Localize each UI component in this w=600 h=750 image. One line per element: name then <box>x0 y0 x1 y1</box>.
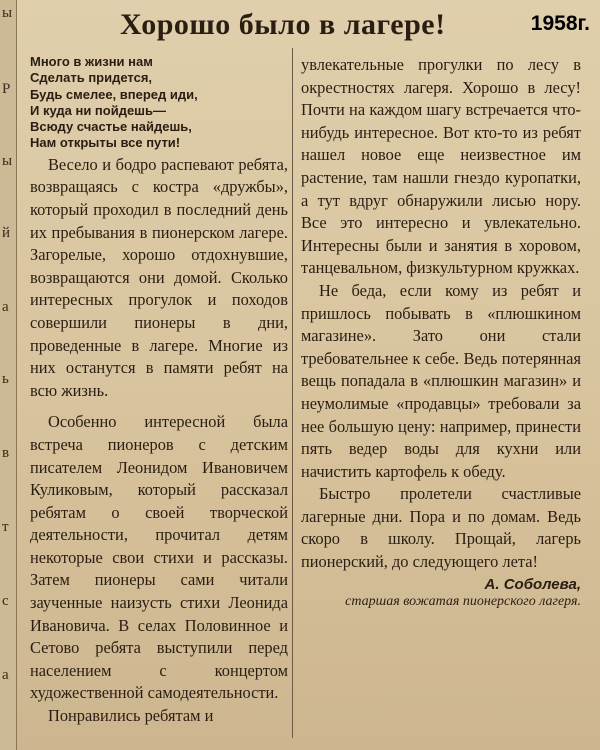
author-position: старшая вожатая пионерского лагеря. <box>345 593 581 609</box>
margin-letter: а <box>2 667 9 683</box>
poem-line: Нам открыты все пути! <box>30 135 181 151</box>
margin-letter: Р <box>2 81 11 97</box>
column-divider <box>292 48 293 738</box>
article-paragraph: увлекательные прогулки по лесу в окрестностях лагеря. Хорошо в лесу! Почти на каждом шагу встречается что-нибудь интересное. Вот кто-то из ребят нашел новое еще неизвестное им растение, там нашли гнездо куропатки, а тут вдруг обнаружили лисью нору. Все это интересно и увлекательно. Интересны были и занятия в хоровом, танцевальном, физкультурном кружках. <box>301 55 581 278</box>
year-annotation: 1958г. <box>530 12 590 35</box>
margin-letter: ы <box>2 5 13 21</box>
article-headline: Хорошо было в лагере! <box>120 8 446 41</box>
poem-line: Много в жизни нам <box>30 54 153 69</box>
article-paragraph: Понравились ребятам и <box>48 706 214 726</box>
right-column <box>301 54 581 610</box>
left-column <box>30 54 288 728</box>
margin-letter: ы <box>2 153 13 169</box>
margin-letter: с <box>2 593 9 609</box>
poem-line: Сделать придется, <box>30 70 153 86</box>
author-signature: А. Соболева, <box>484 575 581 593</box>
margin-letter: ь <box>2 371 9 387</box>
margin-letter: й <box>2 225 11 241</box>
article-paragraph: Особенно интересной была встреча пионеров с детским писателем Леонидом Ивановичем Куликовым, который рассказал ребятам о своей творческой деятельности, прочитал детям некоторые свои стихи и рассказы. Затем пионеры сами читали заученные наизусть стихи Леонида Ивановича. В селах Половинное и Сетово ребята выступили перед населением с концертом художественной самодеятельности. <box>30 412 288 703</box>
left-margin-strip <box>0 0 17 750</box>
article-paragraph: Весело и бодро распевают ребята, возвращаясь с костра «дружбы», который проходил в последний день их пребывания в пионерском лагере. Загорелые, хорошо отдохнувшие, возвращаются они домой. Сколько интересных прогулок и походов совершили пионеры в дни, проведенные в лагере. Многие из них останутся в памяти ребят на всю жизнь. <box>30 154 288 400</box>
article-paragraph: Быстро пролетели счастливые лагерные дни. Пора и по домам. Ведь скоро в школу. Прощай, лагерь пионерский, до следующего лета! <box>301 484 581 572</box>
margin-letter: т <box>2 519 9 535</box>
margin-letter: в <box>2 445 10 461</box>
poem-line: Будь смелее, вперед иди, <box>30 86 198 102</box>
article-paragraph: Не беда, если кому из ребят и пришлось побывать в «плюшкином магазине». Зато они стали требовательнее к себе. Ведь потерянная вещь попадала в «плюшкин магазин» и неумолимые «продавцы» требовали за нее большую цену: например, принести пять ведер воды для кухни или начистить картофель к обеду. <box>301 280 581 481</box>
margin-letter: а <box>2 299 9 315</box>
poem-line: И куда ни пойдешь— <box>30 102 167 118</box>
epigraph-poem <box>30 54 288 152</box>
poem-line: Всюду счастье найдешь, <box>30 119 192 135</box>
